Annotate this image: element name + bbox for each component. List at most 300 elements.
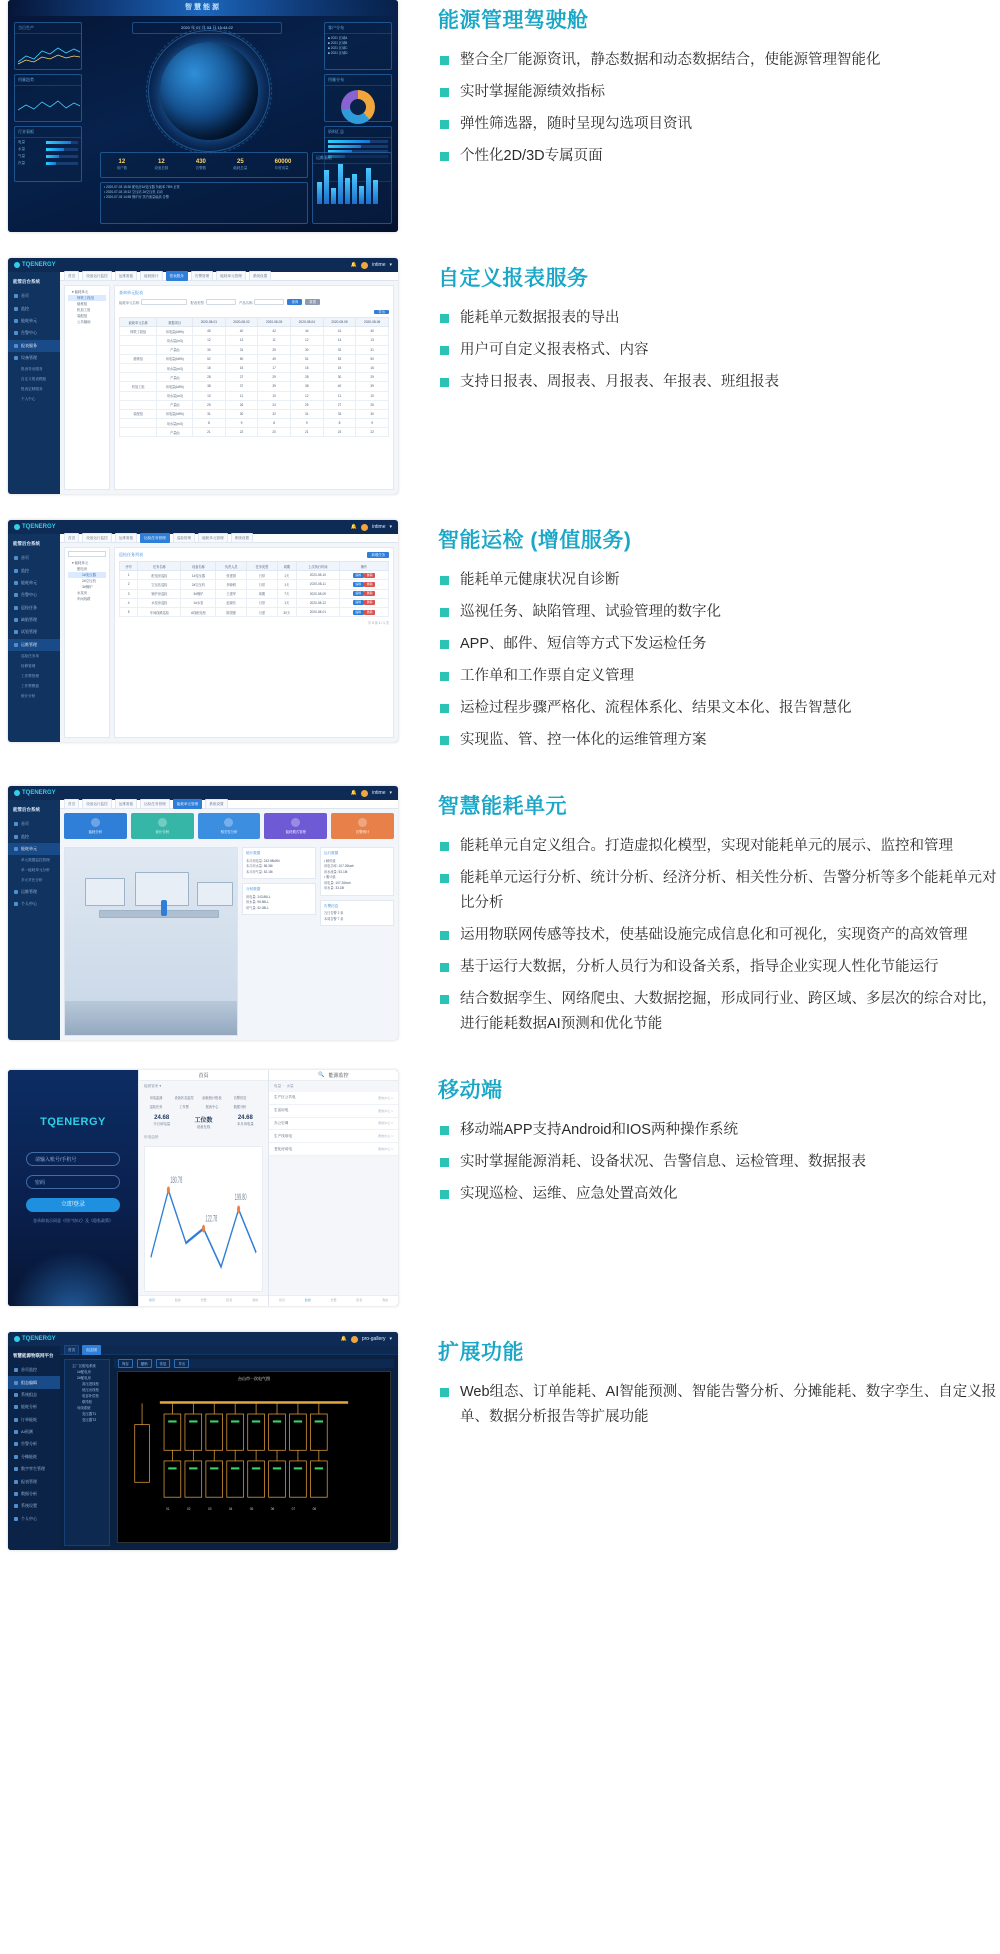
sidebar-item-ops[interactable] <box>8 886 60 898</box>
sidebar-item-label: 巡检任务 <box>21 604 37 610</box>
field-label: 产品名称 <box>238 300 253 305</box>
tab-home[interactable]: 首页 <box>64 799 79 809</box>
sidebar-item-unit[interactable] <box>8 577 60 589</box>
sidebar-item-label: 首页监控 <box>21 1367 37 1373</box>
tree-node[interactable]: ▾ 能耗单元 <box>72 561 89 565</box>
table-row <box>120 336 389 345</box>
grid-item-alarm[interactable] <box>228 1095 252 1100</box>
tab-home[interactable]: 首页 <box>64 533 79 543</box>
stat-line: 用电量: 243.86LL <box>246 894 271 899</box>
site-selector[interactable]: 能源管家 ▾ <box>144 1084 162 1088</box>
main-area <box>60 1346 398 1550</box>
panel-title: 行业看板 <box>15 127 81 138</box>
tab-home[interactable] <box>269 1296 295 1306</box>
tab-ops-board[interactable]: 运维看板 <box>115 271 137 281</box>
cell: 14 <box>323 336 356 345</box>
cell: 日常 <box>247 580 278 589</box>
chevron-down-icon[interactable]: ▾ <box>389 790 392 796</box>
scada-canvas[interactable] <box>117 1371 391 1543</box>
sidebar-sub-multi-compare[interactable]: 多元对比分析 <box>21 878 43 883</box>
item-name: 生活用电 <box>274 1108 289 1113</box>
add-task-button[interactable]: 新增任务 <box>367 552 389 558</box>
app-header <box>8 520 398 534</box>
sidebar-item-test[interactable] <box>8 626 60 638</box>
cell: 用水量(m3) <box>157 391 193 400</box>
sidebar-item-profile[interactable] <box>8 898 60 910</box>
cell: 31 <box>290 409 323 418</box>
sidebar-item-label: 运维管理 <box>21 888 37 894</box>
mobile-screens <box>8 1070 398 1306</box>
cell: 1#变压器 <box>181 571 216 580</box>
sidebar-item-monitor[interactable] <box>8 564 60 576</box>
table-header-row <box>120 562 389 571</box>
sidebar-sub-2[interactable]: 工作票管理 <box>21 673 39 678</box>
sidebar-item-alarm[interactable] <box>8 327 60 339</box>
cell: 12 <box>290 336 323 345</box>
stat-value: 工位数 <box>194 1118 213 1124</box>
avatar[interactable] <box>361 262 368 269</box>
tab-label: 报表 <box>356 1298 363 1302</box>
sidebar-item-system-config[interactable] <box>8 1389 60 1401</box>
tree-node[interactable]: 公共辅助 <box>77 320 91 324</box>
list-item: 弹性筛选器，随时呈现勾选项目资讯 <box>438 112 1000 137</box>
content-area <box>60 1355 398 1550</box>
search-icon[interactable]: 🔍 <box>318 1072 325 1078</box>
cell: 12 <box>290 391 323 400</box>
sidebar-sub-3[interactable]: 个人中心 <box>21 397 36 402</box>
list-item[interactable] <box>269 1130 398 1143</box>
tree-node[interactable]: 1#配电房 <box>77 1370 91 1374</box>
app-header <box>8 1332 398 1346</box>
tab-profile[interactable] <box>372 1296 398 1306</box>
avatar[interactable] <box>361 790 368 797</box>
cell: 29 <box>258 345 291 354</box>
tree-node[interactable]: 机加工组 <box>77 308 91 312</box>
sidebar-item-ops[interactable] <box>8 639 60 651</box>
grid-item-report-center[interactable] <box>200 1104 224 1109</box>
table-row <box>120 363 389 372</box>
table-row <box>120 354 389 363</box>
grid-item-inspection[interactable] <box>144 1104 168 1109</box>
tab-device-monitor[interactable]: 设备运行监控 <box>82 271 112 281</box>
col-d4: 2020-08-04 <box>290 318 323 327</box>
tree-search-input[interactable] <box>68 551 106 557</box>
query-button[interactable]: 查询 <box>287 299 302 305</box>
mobile-home-screen <box>138 1070 268 1306</box>
delete-button[interactable]: 删除 <box>364 610 375 615</box>
tab-settings[interactable]: 系统设置 <box>205 799 227 809</box>
sidebar-item-monitor[interactable] <box>8 302 60 314</box>
tree-node[interactable]: 2#空压机 <box>82 579 96 583</box>
sidebar-item-energy-analysis[interactable] <box>8 1401 60 1413</box>
header-right <box>351 524 392 531</box>
grid-label: 能耗统计报表 <box>202 1096 222 1100</box>
tree-node[interactable]: 水泵房 <box>77 591 88 595</box>
filter-bar <box>119 299 389 305</box>
sidebar-item-report[interactable] <box>8 340 60 352</box>
cell: 1天 <box>277 580 296 589</box>
kpi-item <box>154 159 168 171</box>
tree-node[interactable]: 变压器T2 <box>82 1418 97 1422</box>
col-item: 数据项目 <box>157 318 193 327</box>
product-input[interactable] <box>254 299 284 305</box>
cell: 用电量(kWh) <box>157 382 193 391</box>
kpi-label: 设备总数 <box>154 166 169 170</box>
sidebar-item-data-analysis[interactable] <box>8 1488 60 1500</box>
edit-button[interactable]: 编辑 <box>353 610 364 615</box>
cockpit-panel-customer <box>324 22 392 70</box>
export-button[interactable]: 导出 <box>174 1359 189 1368</box>
report-type-select[interactable] <box>206 299 236 305</box>
panel-alarm <box>320 900 394 927</box>
bullet-list <box>438 568 1000 753</box>
delete-button[interactable]: 删除 <box>364 591 375 596</box>
svg-text:199.80: 199.80 <box>234 1190 247 1203</box>
logo <box>14 524 56 530</box>
sidebar-item-home[interactable] <box>8 552 60 564</box>
col-actions: 操作 <box>339 562 388 571</box>
cell: 10 <box>193 391 226 400</box>
tab-home[interactable]: 首页 <box>64 1345 79 1355</box>
item-sub: 配电中心 > <box>378 1095 393 1100</box>
bullet-list <box>438 834 1000 1037</box>
avatar[interactable] <box>361 524 368 531</box>
chevron-down-icon[interactable]: ▾ <box>389 262 392 268</box>
tab-electricity[interactable]: 电量 <box>274 1084 282 1088</box>
edit-button[interactable]: 编辑 <box>353 582 364 587</box>
section-mobile <box>0 1070 1000 1306</box>
cockpit-panel-daily <box>14 22 82 70</box>
kpi-label: 告警数 <box>195 166 207 170</box>
line-chart <box>18 96 80 118</box>
tab-settings[interactable]: 系统设置 <box>231 533 253 543</box>
user-name[interactable]: intime <box>372 524 386 530</box>
password-field[interactable]: 密码 <box>26 1175 120 1189</box>
sidebar-sub-1[interactable]: 自定义报表模板 <box>21 377 47 382</box>
tab-ops-board[interactable]: 运维看板 <box>115 533 137 543</box>
tab-home[interactable]: 首页 <box>64 271 79 281</box>
item-sub: 配电中心 > <box>378 1121 393 1126</box>
cell-actions <box>339 571 388 580</box>
panel-title: 当日生产 <box>15 23 81 34</box>
sidebar-item-monitor[interactable] <box>8 830 60 842</box>
tree-node[interactable]: 车间线路 <box>77 597 91 601</box>
cell: 用电量(kWh) <box>157 354 193 363</box>
sidebar-sub-2[interactable]: 报表定制服务 <box>21 387 43 392</box>
cell: 50 <box>225 354 258 363</box>
tab-report[interactable] <box>216 1296 242 1306</box>
user-name[interactable]: pro-gallery <box>361 1336 386 1342</box>
chevron-down-icon[interactable]: ▾ <box>389 524 392 530</box>
grid-item-work-ticket[interactable] <box>172 1104 196 1109</box>
sidebar-item-defect[interactable] <box>8 614 60 626</box>
tab-diagram[interactable]: 组态图 <box>82 1345 101 1355</box>
tab-alarm[interactable] <box>191 1296 217 1306</box>
sidebar-item-alarm-analysis[interactable] <box>8 1438 60 1450</box>
sidebar-item-label: 能耗单元 <box>21 845 37 851</box>
stat-line: • 瞬时值 <box>324 858 336 863</box>
cockpit-panel-ops <box>312 152 392 224</box>
tab-alarm[interactable] <box>321 1296 347 1306</box>
tree-node[interactable]: 铸铁工段组 <box>68 295 106 301</box>
sidebar-sub-4[interactable]: 统计分析 <box>21 694 36 699</box>
filter-product <box>239 299 285 305</box>
export-button[interactable]: 导出 <box>374 310 389 314</box>
cell: 22 <box>356 428 389 437</box>
tab-device-monitor[interactable]: 设备运行监控 <box>82 533 112 543</box>
tab-inspection[interactable]: 巡检管理 <box>173 533 195 543</box>
tab-ops-board[interactable]: 运维看板 <box>115 799 137 809</box>
sidebar-item-home-monitor[interactable] <box>8 1364 60 1376</box>
table-header-row <box>120 318 389 327</box>
card-label: 能耗模式管理 <box>285 830 306 834</box>
sidebar-item-order-energy[interactable] <box>8 1414 60 1426</box>
sidebar-item-ai-predict[interactable] <box>8 1426 60 1438</box>
text-mobile <box>398 1070 1000 1214</box>
sidebar-item-settings[interactable] <box>8 1500 60 1512</box>
sidebar-item-config-editor[interactable] <box>8 1376 60 1388</box>
sidebar-item-device[interactable] <box>8 352 60 364</box>
sidebar-title: 智慧能源物联网平台 <box>13 1353 54 1358</box>
bell-icon[interactable]: 🔔 <box>350 524 358 530</box>
sidebar-sub-0[interactable]: 巡检任务单 <box>21 653 39 658</box>
tab-water[interactable]: 水量 <box>286 1084 294 1088</box>
edit-button[interactable]: 编辑 <box>353 591 364 596</box>
account-field[interactable]: 请输入账号/手机号 <box>26 1152 120 1166</box>
tree-node[interactable]: 3#锅炉 <box>82 585 93 589</box>
bar-row <box>18 154 78 159</box>
stat-line: 用水流量: 53.18t <box>324 869 348 874</box>
bullet-list <box>438 1380 1000 1430</box>
delete-button[interactable]: 删除 <box>364 600 375 605</box>
tab-task-manage[interactable]: 运检任务管理 <box>140 799 170 809</box>
tab-bar <box>60 272 398 281</box>
unit-tree <box>64 285 110 490</box>
card-mode-manage[interactable] <box>264 813 327 839</box>
sidebar-sub-single-analysis[interactable]: 单一能耗单元分析 <box>21 867 50 872</box>
edit-button[interactable]: 编辑 <box>353 600 364 605</box>
delete-button[interactable]: 删除 <box>364 573 375 578</box>
item-name: 生产区公共电 <box>274 1095 296 1100</box>
sidebar-item-home[interactable] <box>8 818 60 830</box>
tab-task-manage[interactable]: 运检任务管理 <box>140 533 170 543</box>
undo-button[interactable]: 撤销 <box>137 1359 152 1368</box>
log-lines: • 2020-07-03 15:30 配电房1#变压器 负载率 78% 正常 • 2020-07-03 15:12 空压站 2#空压机 启动 • 2020-07-03 14:55 锅炉房 蒸汽流量偏高 告警 <box>104 185 180 199</box>
bell-icon[interactable]: 🔔 <box>350 262 358 268</box>
tab-alarm[interactable]: 告警管理 <box>191 271 213 281</box>
table-body <box>120 327 389 437</box>
cell: 1 <box>120 571 138 580</box>
stat-online <box>194 1115 212 1129</box>
svg-text:04: 04 <box>228 1506 233 1512</box>
scene-worker <box>161 900 167 916</box>
tab-bar <box>60 534 398 543</box>
sidebar-sub-1[interactable]: 检修管理 <box>21 663 36 668</box>
list-item[interactable] <box>269 1105 398 1118</box>
cell: 39 <box>258 382 291 391</box>
sidebar-item-unit[interactable] <box>8 843 60 855</box>
cell: 40 <box>356 327 389 336</box>
delete-button[interactable]: 删除 <box>364 582 375 587</box>
sidebar-item-label: 数据分析 <box>21 1490 37 1496</box>
section-title: 自定义报表服务 <box>438 267 589 290</box>
avatar[interactable] <box>351 1336 358 1343</box>
brand-text: TQENERGY <box>22 1336 56 1342</box>
line-chart <box>145 1147 262 1291</box>
app-body <box>8 1346 398 1550</box>
cell <box>120 419 157 428</box>
save-button[interactable]: 保存 <box>118 1359 133 1368</box>
stat-line: 本月用气量: 52.18t <box>246 869 273 874</box>
edit-button[interactable]: 编辑 <box>353 573 364 578</box>
sidebar-sub-unit-data[interactable]: 单元数据监控管理 <box>21 857 50 862</box>
sidebar-item-label: 首页 <box>21 821 29 827</box>
tree-node[interactable]: 2#配电房 <box>77 1376 91 1380</box>
tab-report[interactable]: 报表服务 <box>166 271 188 281</box>
tab-energy-stat[interactable]: 能耗统计 <box>140 271 162 281</box>
sidebar-item-shared-energy[interactable] <box>8 1451 60 1463</box>
stat-month <box>237 1115 254 1129</box>
item-sub: 配电中心 > <box>378 1108 393 1113</box>
sidebar-item-profile[interactable] <box>8 1513 60 1525</box>
tab-report[interactable] <box>346 1296 372 1306</box>
user-name[interactable]: intime <box>372 790 386 796</box>
sidebar-item-home[interactable] <box>8 290 60 302</box>
cell: 产量(t) <box>157 373 193 382</box>
cell <box>120 345 157 354</box>
unit-name-input[interactable] <box>141 299 187 305</box>
reset-button[interactable]: 重置 <box>305 299 320 305</box>
sidebar-item-digital-twin[interactable] <box>8 1463 60 1475</box>
card-alarm-stat[interactable] <box>331 813 394 839</box>
sidebar-item-alarm[interactable] <box>8 589 60 601</box>
tab-monitor[interactable] <box>165 1296 191 1306</box>
app-body <box>8 534 398 742</box>
cell: 15 <box>323 363 356 372</box>
cell: 2020-08-10 <box>296 571 339 580</box>
monitor-tabs[interactable]: 电量 · 水量 <box>274 1084 294 1088</box>
tab-label: 监控 <box>174 1298 181 1302</box>
list-item[interactable] <box>269 1118 398 1131</box>
col-owner: 负责人员 <box>216 562 247 571</box>
table-body <box>120 571 389 617</box>
kpi-item <box>196 159 207 171</box>
tab-settings[interactable]: 系统设置 <box>249 271 271 281</box>
cell: 陈国强 <box>216 607 247 616</box>
stat-line: 本月用电量: 243.98kWh <box>246 858 280 863</box>
kpi-item <box>233 159 247 171</box>
cell: 27 <box>323 400 356 409</box>
grid-item-device-status[interactable] <box>172 1095 196 1100</box>
list-item[interactable] <box>269 1143 398 1156</box>
tree-node[interactable]: 主厂区配电系统 <box>72 1364 96 1368</box>
table-row <box>120 382 389 391</box>
tree-node[interactable]: ▾ 能耗单元 <box>72 290 89 294</box>
tab-device-monitor[interactable]: 设备运行监控 <box>82 799 112 809</box>
grid-item-report[interactable] <box>200 1095 224 1100</box>
cell: 31 <box>225 345 258 354</box>
tree-node[interactable]: 熔炼组 <box>77 302 88 306</box>
tab-profile[interactable] <box>242 1296 268 1306</box>
text-smart-unit <box>398 786 1000 1044</box>
card-energy-analysis[interactable] <box>64 813 127 839</box>
cell: 24 <box>258 400 291 409</box>
list-item[interactable] <box>269 1092 398 1105</box>
function-grid <box>139 1092 268 1112</box>
tab-monitor[interactable] <box>295 1296 321 1306</box>
login-button[interactable]: 立即登录 <box>26 1198 120 1212</box>
user-name[interactable]: intime <box>372 262 386 268</box>
tab-unit-manage[interactable]: 能耗单元管理 <box>216 271 246 281</box>
grid-item-power[interactable] <box>144 1095 168 1100</box>
col-type: 任务类型 <box>247 562 278 571</box>
tree-node[interactable]: 低压出线柜 <box>82 1388 99 1392</box>
tree-node[interactable]: 联络柜 <box>82 1400 93 1404</box>
cell: 产量(t) <box>157 428 193 437</box>
col-d6: 2020-08-06 <box>356 318 389 327</box>
bell-icon[interactable]: 🔔 <box>350 790 358 796</box>
sidebar-sub-0[interactable]: 报表导出服务 <box>21 366 43 371</box>
digital-twin-scene[interactable] <box>64 847 238 1036</box>
sidebar-item-label: 监控 <box>21 567 29 573</box>
grid-label: 设备状态监控 <box>174 1096 194 1100</box>
kpi-label: 用户数 <box>116 166 128 170</box>
bell-icon[interactable]: 🔔 <box>340 1336 347 1342</box>
sidebar-sub-3[interactable]: 工作票模板 <box>21 684 39 689</box>
stat-line: 本周告警 7 条 <box>324 916 344 921</box>
tab-unit-manage[interactable]: 能耗单元管理 <box>173 799 203 809</box>
card-correlation-analysis[interactable] <box>198 813 261 839</box>
col-task-name: 任务名称 <box>138 562 181 571</box>
card-label: 相关性分析 <box>220 830 238 834</box>
tree-node[interactable]: 装配组 <box>77 314 88 318</box>
screenshot-energy-cockpit <box>8 0 398 232</box>
tree-node[interactable]: 高压进线柜 <box>82 1382 99 1386</box>
cell: 32 <box>323 345 356 354</box>
cell: 9 <box>290 419 323 428</box>
content-area <box>60 809 398 1040</box>
tree-node[interactable]: 配电房 <box>77 567 88 571</box>
cell: 2020-08-01 <box>296 607 339 616</box>
trend-chart <box>144 1146 263 1292</box>
grid-label: 用电监测 <box>149 1096 163 1100</box>
tab-home[interactable] <box>139 1296 165 1306</box>
sidebar-item-report-manage[interactable] <box>8 1475 60 1487</box>
pagination[interactable]: 共 5 条 1 / 1 页 <box>367 621 389 626</box>
brand-text: TQENERGY <box>22 524 56 530</box>
card-design-analysis[interactable] <box>131 813 194 839</box>
tab-unit-manage[interactable]: 能耗单元管理 <box>198 533 228 543</box>
sidebar-item-inspection[interactable] <box>8 602 60 614</box>
cell: 7天 <box>277 589 296 598</box>
cell: 用水量(m3) <box>157 336 193 345</box>
cell: 2 <box>120 580 138 589</box>
chevron-down-icon[interactable]: ▾ <box>389 1336 392 1342</box>
panel-title: 查询单元报表 <box>119 290 143 295</box>
list-item: 整合全厂能源资讯，静态数据和动态数据结合，使能源管理智能化 <box>438 48 1000 73</box>
sidebar-item-unit[interactable] <box>8 315 60 327</box>
grid-item-analysis[interactable] <box>228 1104 252 1109</box>
cell: 8 <box>323 419 356 428</box>
col-device: 设备名称 <box>181 562 216 571</box>
tree-node[interactable]: 1#变压器 <box>68 572 106 578</box>
cell: 张建国 <box>216 571 247 580</box>
tree-node[interactable]: 变压器T1 <box>82 1412 97 1416</box>
card-label: 设计分析 <box>155 830 169 834</box>
tree-node[interactable]: 母线系统 <box>77 1406 91 1410</box>
redo-button[interactable]: 恢复 <box>156 1359 171 1368</box>
tree-node[interactable]: 电容补偿柜 <box>82 1394 99 1398</box>
